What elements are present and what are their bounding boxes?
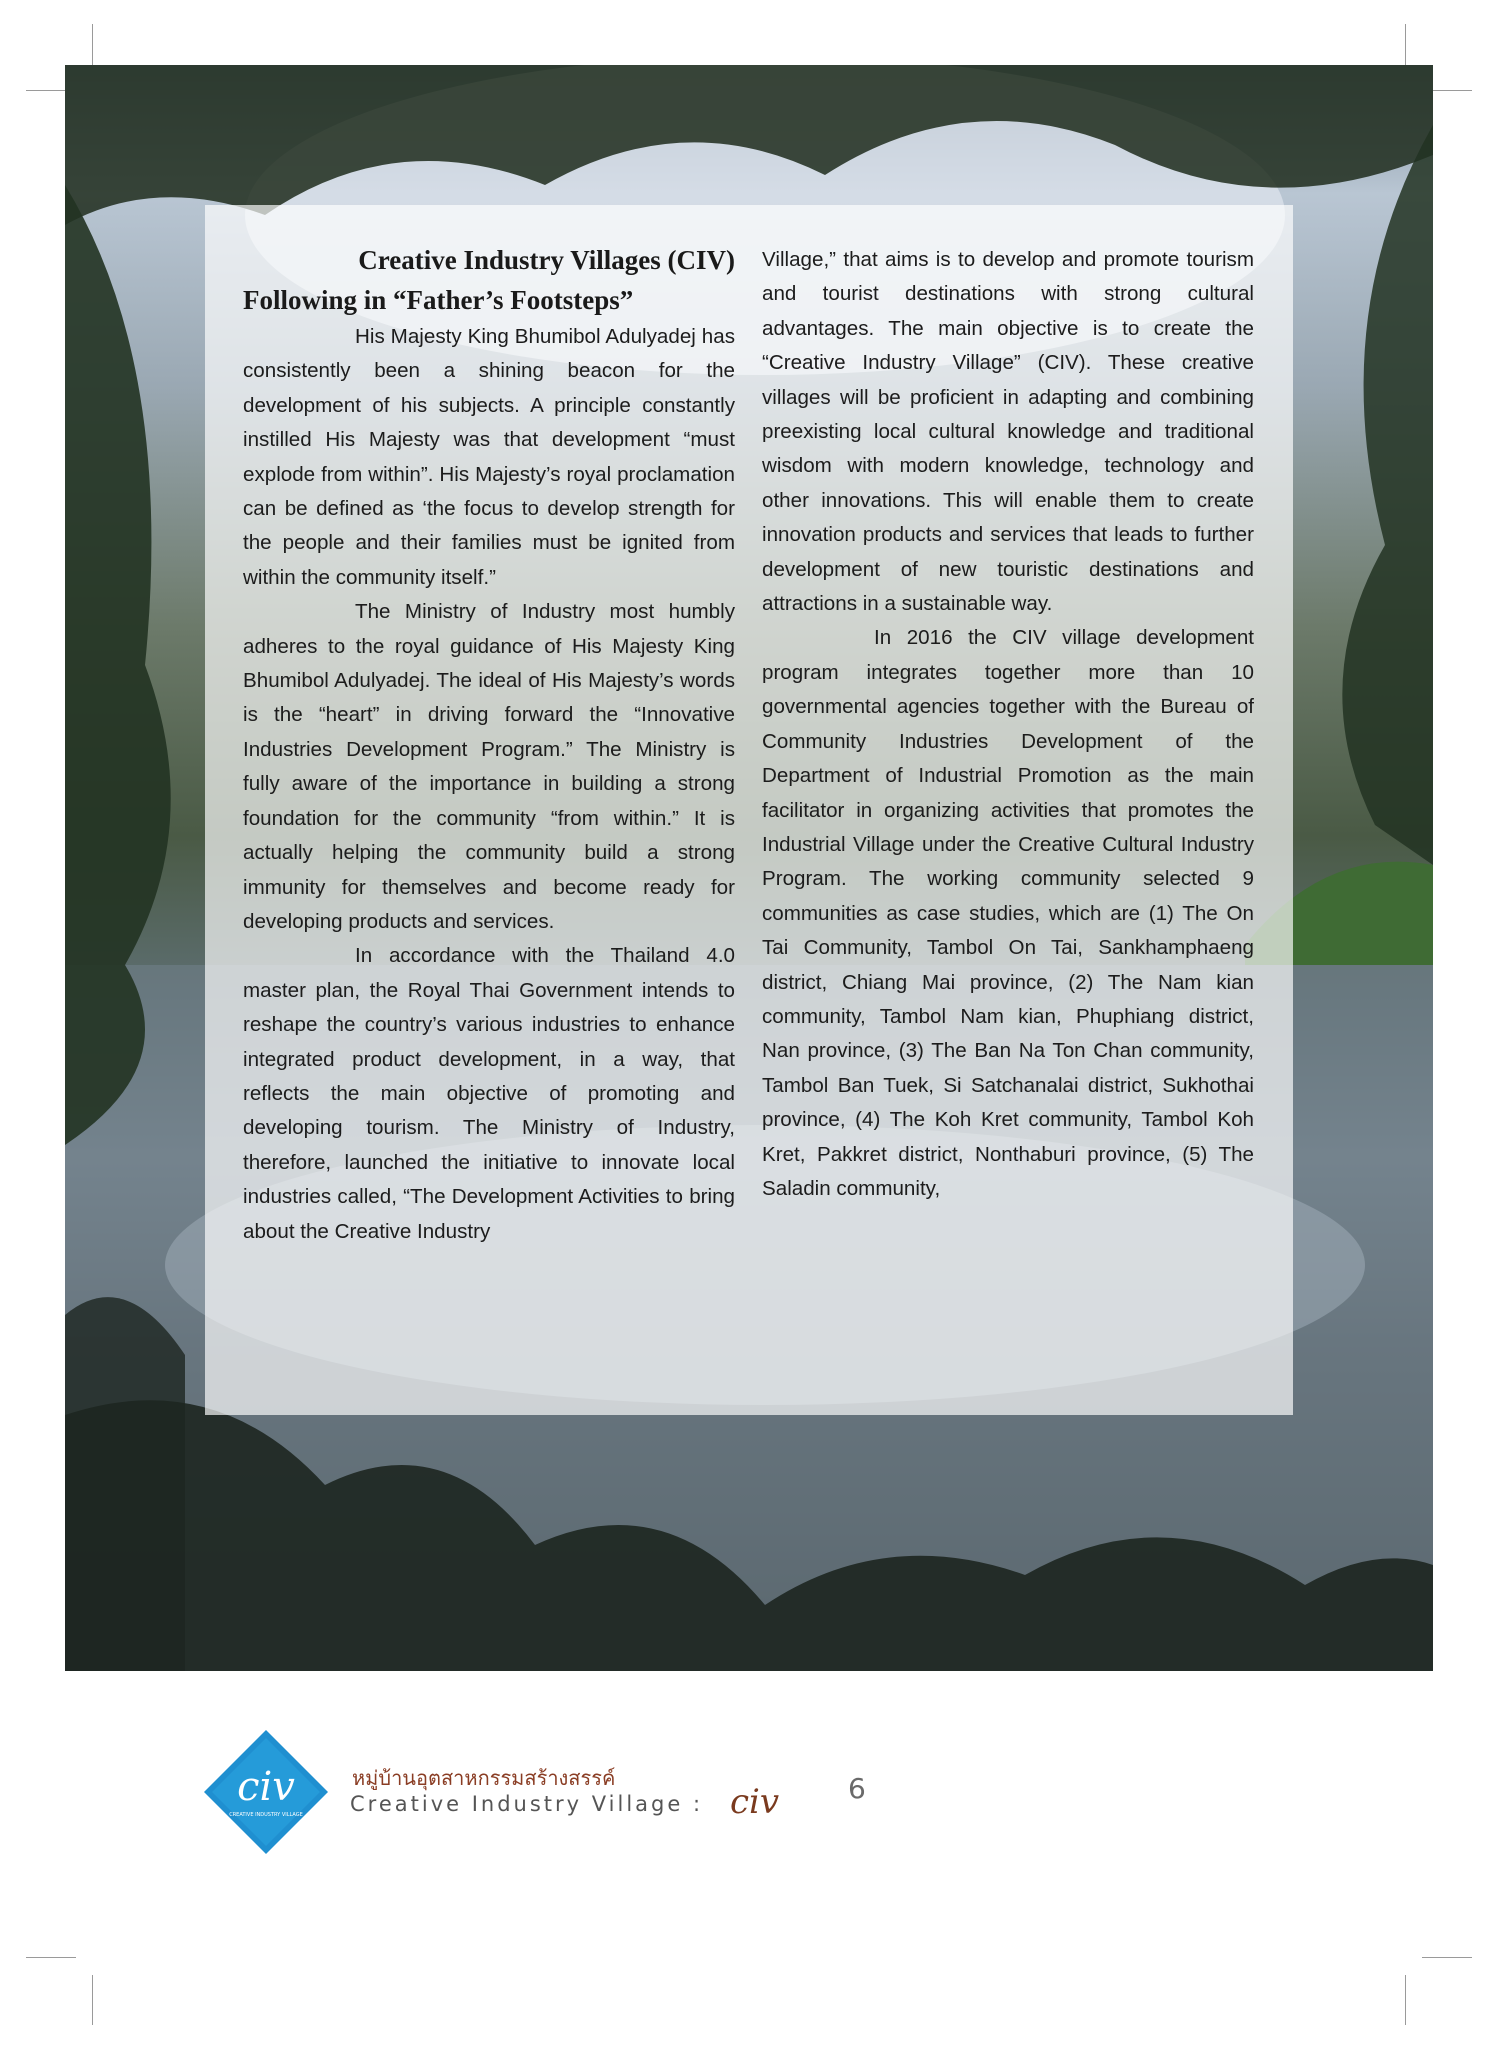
crop-mark	[26, 1957, 76, 1958]
crop-mark	[92, 1975, 93, 2025]
paragraph: In 2016 the CIV village development program integrates together more than 10 governmental agencies together with the Bureau of Community Industries Development of the Department of Industrial Promotion as the main facilitator in organizing activities that promotes the Industrial Village under the Creative Cultural Industry Program. The working community selected 9 communities as case studies, which are (1) The On Tai Community, Tambol On Tai, Sankhamphaeng district, Chiang Mai province, (2) The Nam kian community, Tambol Nam kian, Phuphiang district, Nan province, (3) The Ban Na Ton Chan community, Tambol Ban Tuek, Si Satchanalai district, Sukhothai province, (4) The Koh Kret community, Tambol Koh Kret, Pakkret district, Nonthaburi province, (5) The Saladin community,	[762, 626, 1254, 1200]
logo-subtext: CREATIVE INDUSTRY VILLAGE	[229, 1812, 303, 1818]
paragraph: His Majesty King Bhumibol Adulyadej has consistently been a shining beacon for the development of his subjects. A principle constantly instilled His Majesty was that development “must explode from within”. His Majesty’s royal proclamation can be defined as ‘the focus to develop strength for the people and their families must be ignited from within the community itself.”	[243, 325, 735, 589]
civ-logo	[204, 1730, 329, 1855]
article-right-column	[762, 243, 1254, 1206]
article-heading	[243, 240, 735, 320]
footer-civ-mark: civ	[730, 1782, 780, 1822]
article-left-column	[243, 240, 735, 1249]
paragraph: Village,” that aims is to develop and promote tourism and tourist destinations with strong cultural advantages. The main objective is to create the “Creative Industry Village” (CIV). These creative villages will be proficient in adapting and combining preexisting local cultural knowledge and traditional wisdom with modern knowledge, technology and other innovations. This will enable them to create innovation products and services that leads to further development of new touristic destinations and attractions in a sustainable way.	[762, 248, 1254, 616]
crop-mark	[1422, 1957, 1472, 1958]
page-number: 6	[848, 1772, 866, 1805]
heading-line-2: Following in “Father’s Footsteps”	[243, 285, 634, 315]
footer-english-title: Creative Industry Village :	[350, 1792, 704, 1816]
paragraph: The Ministry of Industry most humbly adheres to the royal guidance of His Majesty King Bhumibol Adulyadej. The ideal of His Majesty’s words is the “heart” in driving forward the “Innovative Industries Development Program.” The Ministry is fully aware of the importance in building a strong foundation for the community “from within.” It is actually helping the community build a strong immunity for themselves and become ready for developing products and services.	[243, 600, 735, 933]
footer-thai-title: หมู่บ้านอุตสาหกรรมสร้างสรรค์	[352, 1766, 616, 1790]
heading-line-1: Creative Industry Villages (CIV)	[358, 245, 735, 275]
paragraph: In accordance with the Thailand 4.0 master plan, the Royal Thai Government intends to reshape the country’s various industries to enhance integrated product development, in a way, that reflects the main objective of promoting and developing tourism. The Ministry of Industry, therefore, launched the initiative to innovate local industries called, “The Development Activities to bring about the Creative Industry	[243, 944, 735, 1243]
logo-text: civ	[237, 1764, 295, 1810]
crop-mark	[1405, 1975, 1406, 2025]
